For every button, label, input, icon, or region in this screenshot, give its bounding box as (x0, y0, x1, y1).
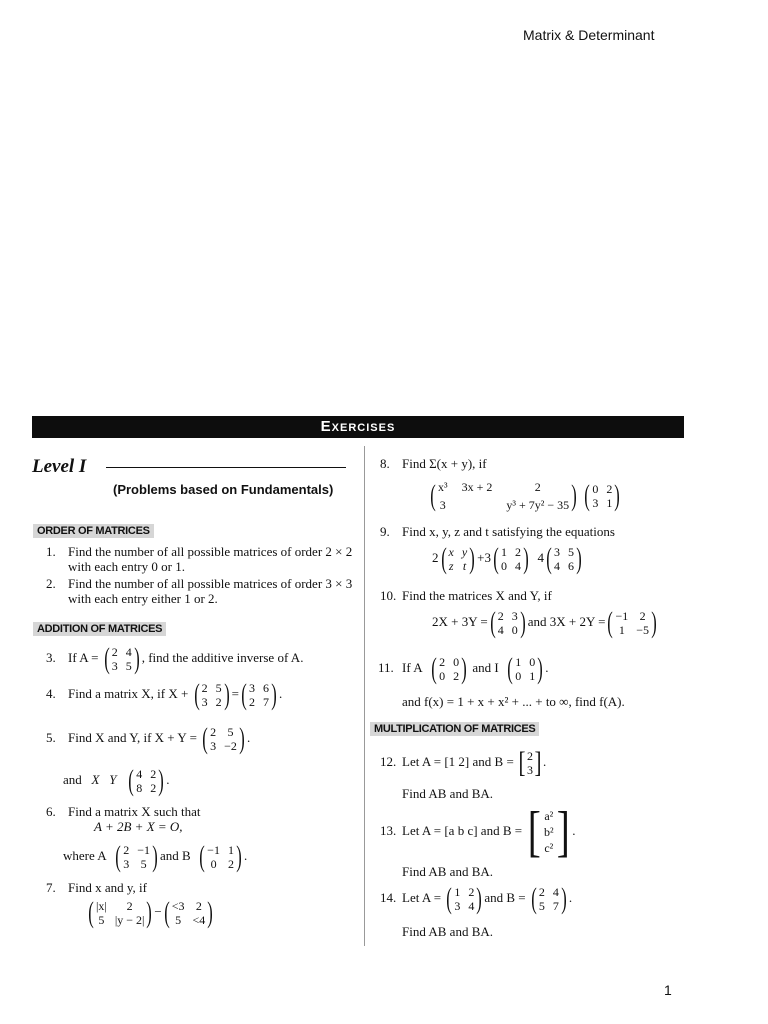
question-5: 5. Find X and Y, if X + Y = ( 2 5 3 −2 ) . (46, 722, 251, 755)
matrix-q4-right: ( 3 6 2 7 ) (241, 678, 277, 711)
question-6: 6. Find a matrix X such that A + 2B + X = O, (46, 804, 201, 834)
question-12-cont: Find AB and BA. (402, 786, 494, 801)
matrix-q10-a: ( 2 3 4 0 ) (489, 606, 526, 639)
matrix-q5-b: ( 4 2 8 2 ) (128, 764, 164, 797)
matrix-q11-a: ( 2 0 0 2 ) (431, 652, 467, 685)
level-subtitle: (Problems based on Fundamentals) (113, 482, 334, 497)
matrix-q9-b: ( 1 2 0 4 ) (493, 542, 529, 575)
question-2: 2. Find the number of all possible matrices of order 3 × 3 with each entry either 1 or 2. (46, 576, 353, 606)
question-10-cont: 2X + 3Y = ( 2 3 4 0 ) and 3X + 2Y = ( −1 2 1 −5 ) (432, 608, 659, 638)
matrix-q11-b: ( 1 0 0 1 ) (507, 652, 543, 685)
matrix-q3: ( 2 4 3 5 ) (103, 642, 140, 675)
question-5-cont: and X Y ( 4 2 8 2 ) . (63, 764, 170, 797)
question-4: 4. Find a matrix X, if X + ( 2 5 3 2 ) = ( 3 6 2 7 ) . (46, 678, 283, 711)
question-1: 1. Find the number of all possible matrices of order 2 × 2 with each entry 0 or 1. (46, 544, 353, 574)
matrix-q12: [ 2 3 ] (518, 746, 542, 779)
question-7-cont: ( |x| 2 5 |y − 2| ) − ( <3 2 5 <4 ) (86, 898, 215, 928)
question-3: 3. If A = ( 2 4 3 5 ) , find the additive inverse of A. (46, 642, 304, 675)
matrix-q14-b: ( 2 4 5 7 ) (531, 882, 567, 915)
matrix-q9-a: ( x y z t ) (440, 542, 475, 575)
matrix-q13: [ a² b² c² ] (528, 801, 570, 863)
question-6-cont: where A ( 2 −1 3 5 ) and B ( −1 1 0 2 ) . (63, 840, 248, 873)
matrix-q6-a: ( 2 −1 3 5 ) (115, 840, 158, 873)
matrix-q8-b: ( 0 2 3 1 ) (584, 479, 621, 512)
matrix-q4-left: ( 2 5 3 2 ) (193, 678, 230, 711)
running-header: Matrix & Determinant (523, 27, 655, 43)
matrix-q8-a: ( x³ 3x + 2 2 3 y³ + 7y² − 35 ) (430, 479, 577, 512)
section-order-of-matrices: ORDER OF MATRICES (33, 524, 154, 538)
matrix-q10-b: ( −1 2 1 −5 ) (607, 606, 657, 639)
matrix-q6-b: ( −1 1 0 2 ) (199, 840, 242, 873)
page-number: 1 (664, 982, 672, 998)
question-7: 7. Find x and y, if (46, 880, 147, 895)
question-10: 10. Find the matrices X and Y, if (380, 588, 552, 603)
question-12: 12. Let A = [1 2] and B = [ 2 3 ] . (380, 746, 547, 779)
matrix-q14-a: ( 1 2 3 4 ) (446, 882, 483, 915)
column-divider (364, 446, 365, 946)
level-title: Level I (32, 456, 87, 477)
question-11-cont: and f(x) = 1 + x + x² + ... + to ∞, find f(A). (402, 694, 625, 709)
question-13-cont: Find AB and BA. (402, 864, 494, 879)
question-11: 11. If A ( 2 0 0 2 ) and I ( 1 0 0 1 ) . (378, 652, 549, 685)
matrix-q5-a: ( 2 5 3 −2 ) (202, 722, 245, 755)
level-rule (106, 467, 346, 468)
question-8-cont (428, 478, 622, 514)
question-13: 13. Let A = [a b c] and B = [ a² b² c² ] . (380, 801, 576, 863)
question-14: 14. Let A = ( 1 2 3 4 ) and B = ( 2 4 5 7 ) . (380, 882, 573, 915)
section-multiplication-of-matrices: MULTIPLICATION OF MATRICES (370, 722, 539, 736)
question-9-cont: 2 ( x y z t ) +3 ( 1 2 0 4 ) 4 ( 3 5 4 6 ) (432, 544, 584, 574)
matrix-q9-c: ( 3 5 4 6 ) (546, 542, 582, 575)
matrix-q7-a: ( |x| 2 5 |y − 2| ) (88, 896, 153, 929)
matrix-q7-b: ( <3 2 5 <4 ) (163, 896, 214, 929)
question-14-cont: Find AB and BA. (402, 924, 494, 939)
question-8: 8. Find Σ(x + y), if (380, 456, 487, 471)
exercises-banner: Exercises (32, 416, 684, 438)
section-addition-of-matrices: ADDITION OF MATRICES (33, 622, 166, 636)
question-9: 9. Find x, y, z and t satisfying the equations (380, 524, 615, 539)
